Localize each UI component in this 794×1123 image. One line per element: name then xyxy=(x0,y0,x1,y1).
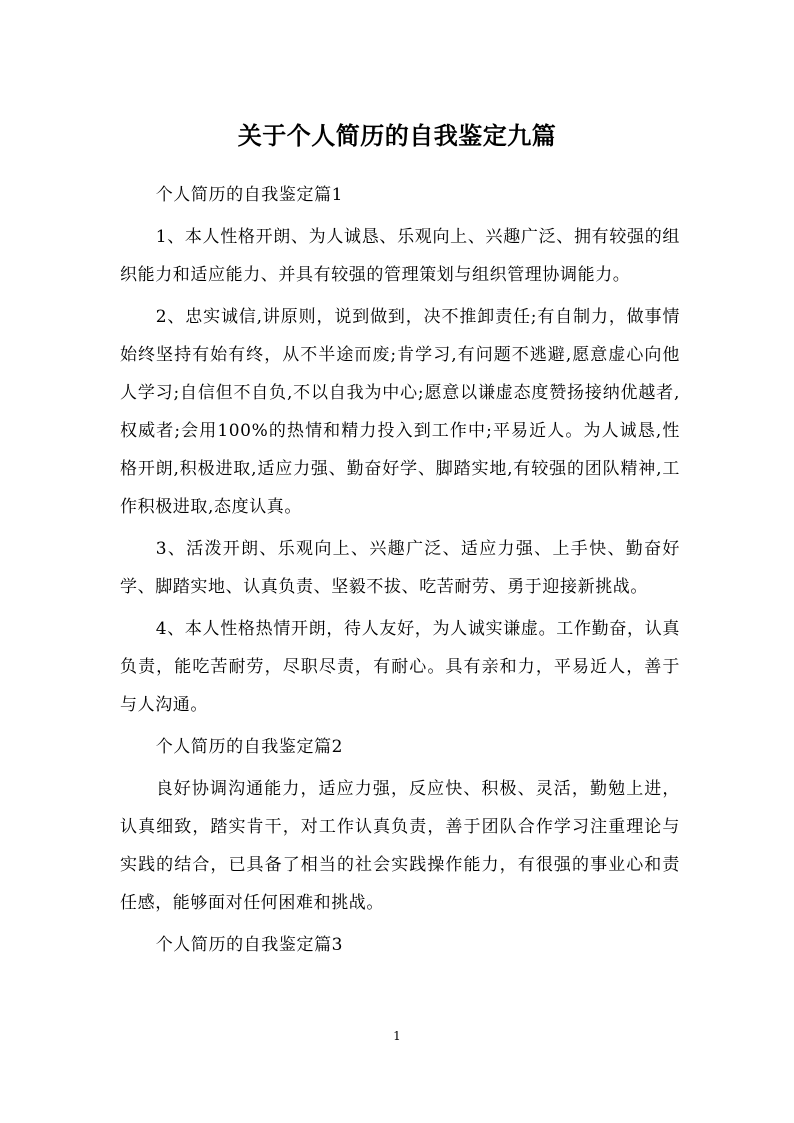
paragraph-4: 4、本人性格热情开朗，待人友好，为人诚实谦虚。工作勤奋，认真负责，能吃苦耐劳，尽职尽责，有耐心。具有亲和力，平易近人，善于与人沟通。 xyxy=(120,619,680,715)
paragraph-1: 1、本人性格开朗、为人诚恳、乐观向上、兴趣广泛、拥有较强的组织能力和适应能力、并具有较强的管理策划与组织管理协调能力。 xyxy=(120,227,680,285)
document-body xyxy=(120,176,680,968)
section-heading-2: 个人简历的自我鉴定篇2 xyxy=(155,737,344,757)
paragraph-2: 2、忠实诚信,讲原则，说到做到，决不推卸责任;有自制力，做事情始终坚持有始有终，从不半途而废;肯学习,有问题不逃避,愿意虚心向他人学习;自信但不自负,不以自我为中心;愿意以谦虚态度赞扬接纳优越者,权威者;会用100%的热情和精力投入到工作中;平易近人。为人诚恳,性格开朗,积极进取,适应力强、勤奋好学、脚踏实地,有较强的团队精神,工作积极进取,态度认真。 xyxy=(120,307,680,517)
paragraph-3: 3、活泼开朗、乐观向上、兴趣广泛、适应力强、上手快、勤奋好学、脚踏实地、认真负责、坚毅不拔、吃苦耐劳、勇于迎接新挑战。 xyxy=(120,539,680,597)
section-heading-1: 个人简历的自我鉴定篇1 xyxy=(155,185,344,205)
section-heading-3: 个人简历的自我鉴定篇3 xyxy=(155,935,344,955)
page-number: 1 xyxy=(393,1029,401,1043)
document-title: 关于个人简历的自我鉴定九篇 xyxy=(237,122,557,150)
paragraph-5: 良好协调沟通能力，适应力强，反应快、积极、灵活，勤勉上进，认真细致，踏实肯干，对工作认真负责，善于团队合作学习注重理论与实践的结合，已具备了相当的社会实践操作能力，有很强的事业心和责任感，能够面对任何困难和挑战。 xyxy=(120,779,680,913)
